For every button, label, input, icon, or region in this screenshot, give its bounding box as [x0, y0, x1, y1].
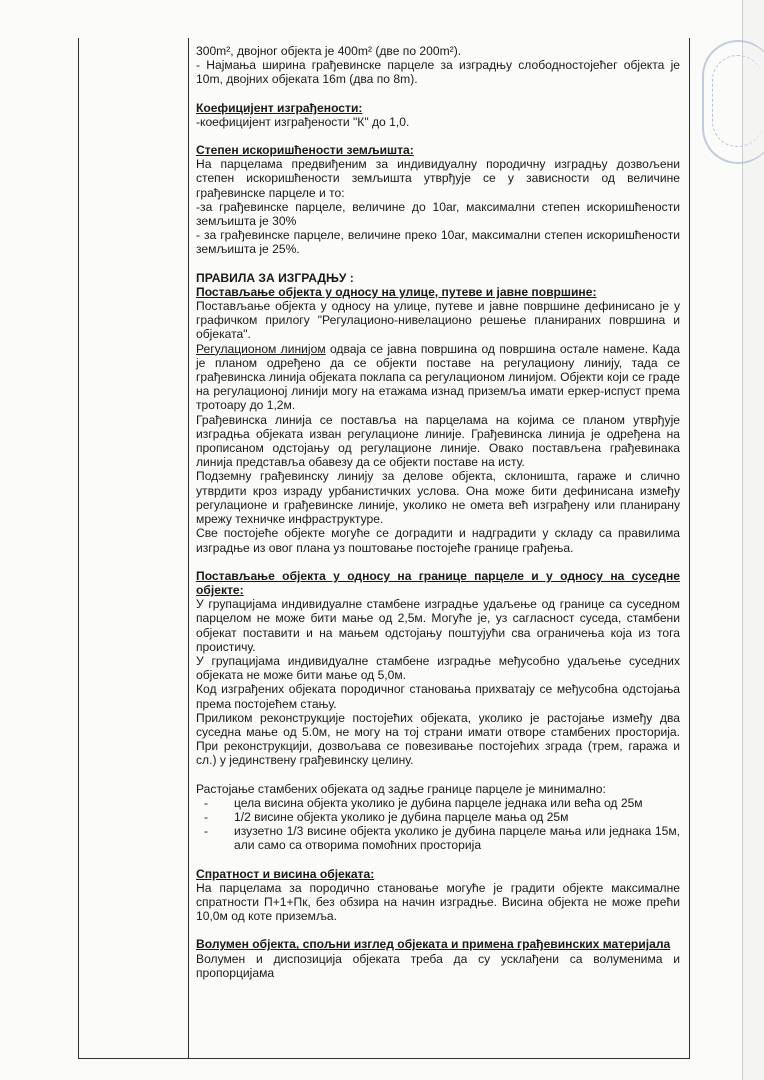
- koeficijent-text: -коефицијент изграђености "К" до 1,0.: [196, 114, 410, 129]
- section-heading-postavljanje-granice: Постављање објекта у односу на границе парцеле и у односу на суседне објекте:: [196, 568, 680, 597]
- postavljanje-paragraph: Све постојеће објекте могуће се доградити и надградити у складу са правилима изградње из овог плана уз поштовање постојеће границе грађења.: [196, 526, 680, 555]
- postavljanje-paragraph: [196, 342, 680, 413]
- parcel-width-text: - Најмања ширина грађевинске парцеле за изградњу слободностојећег објекта је 10m, двојних објеката 16m (два по 8m).: [196, 58, 680, 87]
- spratnost-paragraph: На парцелама за породично становање могуће је градити објекте максималне спратности П+1+Пк, без обзира на начин изградње. Висина објекта не може прећи 10,0м од коте приземља.: [196, 880, 680, 924]
- rules-title: ПРАВИЛА ЗА ИЗГРАДЊУ :: [196, 270, 354, 285]
- stepen-paragraph: На парцелама предвиђеним за индивидуалну породичну изградњу дозвољени степен искоришћености земљишта утврђује се у зависности од величине грађевинске парцеле и то:: [196, 157, 680, 200]
- granice-paragraph: Приликом реконструкције постојећих објеката, уколико је растојање између два суседна мање од 5.0м, не могу на тој страни имати отворе стамбених просторија. При реконструкцији, дозвољава се повезивање постојећих зграда (трем, гаража и сл.) у јединствену грађевинску целину.: [196, 710, 680, 768]
- regulaciona-linija-text: одваја се јавна површина од површина остале намене. Када је планом одређено да се објекти поставе на регулациону линију, тада се грађевинска линија објеката поклапа са регулационом линијом. Објекти који се граде на регулационој линији могу на етажама изнад приземља имати еркер-испуст према тротоару до 1,2м.: [196, 341, 680, 413]
- parcel-size-text: 300m², двојног објекта је 400m² (две по 200m²).: [196, 44, 462, 58]
- table-content-cell: [196, 44, 680, 980]
- document-table: [78, 38, 690, 1059]
- stepen-paragraph: - за грађевинске парцеле, величине преко 10ar, максимални степен искоришћености земљишта је 25%.: [196, 228, 680, 257]
- stepen-paragraph: -за грађевинске парцеле, величине до 10ar, максимални степен искоришћености земљишта је 30%: [196, 199, 680, 229]
- section-heading-postavljanje-ulice: Постављање објекта у односу на улице, путеве и јавне површине:: [196, 284, 597, 299]
- regulaciona-linija-term: Регулационом линијом: [196, 341, 326, 356]
- list-item: - цела висина објекта уколико је дубина парцеле једнака или већа од 25м: [204, 796, 680, 810]
- table-column-divider: [188, 38, 189, 1058]
- section-heading-volumen: Волумен објекта, спољни изглед објеката и примена грађевинских материјала: [196, 937, 671, 952]
- official-stamp-inner: [712, 55, 763, 147]
- volumen-paragraph: Волумен и диспозиција објеката треба да су усклађени са волуменима и пропорцијама: [196, 951, 680, 980]
- list-item: - 1/2 висине објекта уколико је дубина парцеле мања од 25м: [204, 810, 680, 824]
- section-heading-koeficijent: Коефицијент изграђености:: [196, 100, 363, 115]
- postavljanje-paragraph: Постављање објекта у односу на улице, путеве и јавне површине дефинисано је у графичком прилогу "Регулационо-нивелационо решење планираних површина и објеката".: [196, 299, 680, 342]
- rastojanje-list: [196, 796, 680, 853]
- list-item: - изузетно 1/3 висине објекта уколико је дубина парцеле мања или једнака 15м, али само са отворима помоћних просторија: [204, 824, 680, 852]
- granice-paragraph: У групацијама индивидуалне стамбене изградње удаљење од границе са суседном парцелом не може бити мање од 2,5м. Могуће је, уз сагласност суседа, стамбени објекат поставити и на мањем одстојању поштујући сва ограничења која из тога проистичу.: [196, 597, 680, 654]
- granice-paragraph: Код изграђених објеката породичног становања прихватају се међусобна одстојања према постојећем стању.: [196, 682, 680, 711]
- granice-paragraph: У групацијама индивидуалне стамбене изградње међусобно удаљење суседних објеката не може бити мање од 5,0м.: [196, 653, 680, 683]
- postavljanje-paragraph: Подземну грађевинску линију за делове објекта, склоништа, гараже и слично утврдити кроз израду урбанистичких услова. Она може бити дефинисана између регулационе и грађевинске линије, уколико не омета већ изграђену или планирану мрежу техничке инфраструктуре.: [196, 469, 680, 527]
- section-heading-stepen: Степен искоришћености земљишта:: [196, 143, 414, 158]
- section-heading-spratnost: Спратност и висина објеката:: [196, 866, 375, 881]
- postavljanje-paragraph: Грађевинска линија се поставља на парцелама на којима се планом утврђује изградња објеката изван регулационе линије. Грађевинска линија је одређена на прописаном одстојању од регулационе линије. Овако постављена грађевинака линија представља обавезу да се објекти поставе на исту.: [196, 412, 680, 470]
- rastojanje-intro: Растојање стамбених објеката од задње границе парцеле је минимално:: [196, 781, 606, 796]
